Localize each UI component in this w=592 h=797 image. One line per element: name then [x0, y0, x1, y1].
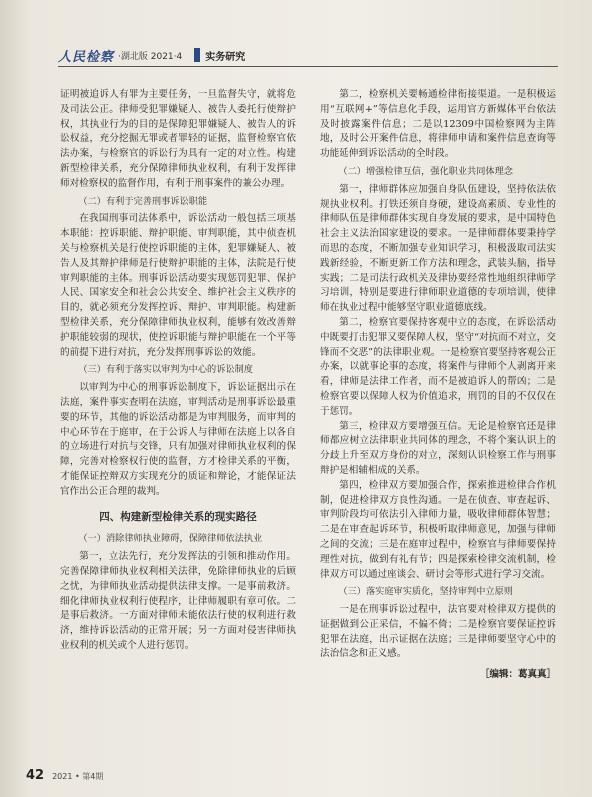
subheading: （二）有利于完善刑事诉讼职能: [78, 195, 208, 207]
magazine-title: 人民检察: [58, 49, 115, 65]
page-footer: [26, 768, 103, 783]
section-marker: [194, 48, 200, 62]
page-number: 42: [26, 768, 45, 783]
section-name: 实务研究: [205, 51, 246, 63]
paragraph: 在我国刑事司法体系中，诉讼活动一般包括三项基本职能：控诉职能、辩护职能、审判职能，其中侦查机关与检察机关是行使控诉职能的主体，犯罪嫌疑人、被告人及其辩护律师是行使辩护职能的主体，法院是行使审判职能的主体。刑事诉讼活动要实现惩罚犯罪、保护人民、国家安全和社会公共安全、维护社会主义秩序的目的，就必须充分发挥控诉、辩护、审判职能。构建新型检律关系，充分保障律师执业权利，能够有效改善辩护职能较弱的现状，使控诉职能与辩护职能在一个平等的前提下进行对抗，充分发挥刑事诉讼的效能。: [60, 213, 296, 358]
subheading: （一）消除律师执业障碍，保障律师依法执业: [78, 533, 263, 545]
paragraph: 一是在刑事诉讼过程中，法官要对检律双方提供的证据做到公正采信，不偏不倚；二是检察官要保证控诉犯罪在法庭，出示证据在法庭；三是律师要坚守心中的法治信念和正义感。: [320, 604, 556, 660]
magazine-issue: ·湖北版 2021·4: [118, 51, 183, 62]
right-column: [320, 88, 556, 683]
paragraph: 第二，检察机关要畅通检律衔接渠道。一是积极运用“互联网+”等信息化手段，运用官方新媒体平台依法及时披露案件信息；二是以12309中国检察网为主阵地，及时公开案件信息，将律师申请和案件信息查询等功能延伸到诉讼活动的全时段。: [320, 89, 556, 160]
subheading: （二）增强检律互信，强化职业共同体理念: [338, 165, 513, 177]
paragraph: 第一，立法先行，充分发挥法的引领和推动作用。完善保障律师执业权利相关法律，免除律师执业的后顾之忧，为律师执业活动提供法律支撑。一是事前救济。细化律师执业权利行使程序，让律师履职有章可依。二是事后救济。一方面对律师未能依法行使的权利进行救济，维持诉讼活动的正常开展；另一方面对侵害律师执业权利的机关或个人进行惩罚。: [60, 551, 296, 651]
paragraph: 证明被追诉人有罪为主要任务，一旦监督失守，就将危及司法公正。律师受犯罪嫌疑人、被告人委托行使辩护权，其执业行为的目的是保障犯罪嫌疑人、被告人的诉讼权益，充分挖掘无罪或者罪轻的证据，监督检察官依法办案，与检察官的诉讼行为具有一定的对立性。构建新型检律关系，充分保障律师执业权利，有利于发挥律师对检察权的监督作用，有利于刑事案件的兼公办理。: [60, 89, 296, 189]
section-heading: 四、构建新型检律关系的现实路径: [99, 510, 257, 523]
paragraph: 第一，律师群体应加强自身队伍建设，坚持依法依规执业权利。打铁还须自身硬，建设高素质、专业性的律师队伍是律师群体实现自身发展的要求，是中国特色社会主义法治国家建设的要求。一是律师群体要秉持学而思的态度，不断加强专业知识学习，积极汲取司法实践新经验，不断更新工作方法和理念，武装头脑，指导实践；二是司法行政机关及律协要经常性地组织律师学习培训，特别是要进行律师职业道德的专项培训，使律师在执业过程中能够坚守职业道德底线。: [320, 183, 556, 314]
paragraph: 以审判为中心的刑事诉讼制度下，诉讼证据出示在法庭，案件事实查明在法庭，审判活动是刑事诉讼最重要的环节，其他的诉讼活动都是为审判服务，而审判的中心环节在于庭审，在于公诉人与律师在法庭上以各自的立场进行对抗与交锋，只有加强对律师执业权利的保障，完善对检察权行使的监督，方才检律关系的平衡，才能保证控辩双方实现充分的质证和辩论，才能保证法官作出公正合理的裁判。: [60, 382, 296, 497]
page-header: [58, 44, 558, 67]
left-column: [60, 88, 296, 654]
paragraph: 第三，检律双方要增强互信。无论是检察官还是律师都应树立法律职业共同体的理念，不将个案认识上的分歧上升至双方身份的对立，深刻认识检察工作与刑事辩护是相辅相成的关系。: [320, 420, 556, 476]
subheading: （三）有利于落实以审判为中心的诉讼制度: [78, 364, 253, 376]
footer-issue: 2021 • 第4期: [52, 772, 104, 781]
paragraph: 第四，检律双方要加强合作，探索推进检律合作机制，促进检律双方良性沟通。一是在侦查、审查起诉、审判阶段均可依法引入律师力量，吸收律师群体智慧；二是在审查起诉环节，积极听取律师意见，加强与律师之间的交流；三是在庭审过程中，检察官与律师要保持理性对抗，做到有礼有节；四是探索检律交流机制，检律双方可以通过座谈会、研讨会等形式进行学习交流。: [320, 479, 556, 580]
subheading: （三）落实庭审实质化，坚持审判中立原则: [338, 586, 513, 598]
paragraph: 第二，检察官要保持客观中立的态度，在诉讼活动中既要打击犯罪又要保障人权，坚守“对抗而不对立，交锋而不交恶”的法律职业观。一是检察官要坚持客观公正办案，以就事论事的态度，将案件与律师个人剥离开来看，律师是法律工作者，而不是被追诉人的帮凶；二是检察官要以保障人权为价值追求，刑罚的目的不仅仅在于惩罚。: [320, 316, 556, 417]
editor-credit: ［编辑：葛真真］: [479, 669, 556, 681]
